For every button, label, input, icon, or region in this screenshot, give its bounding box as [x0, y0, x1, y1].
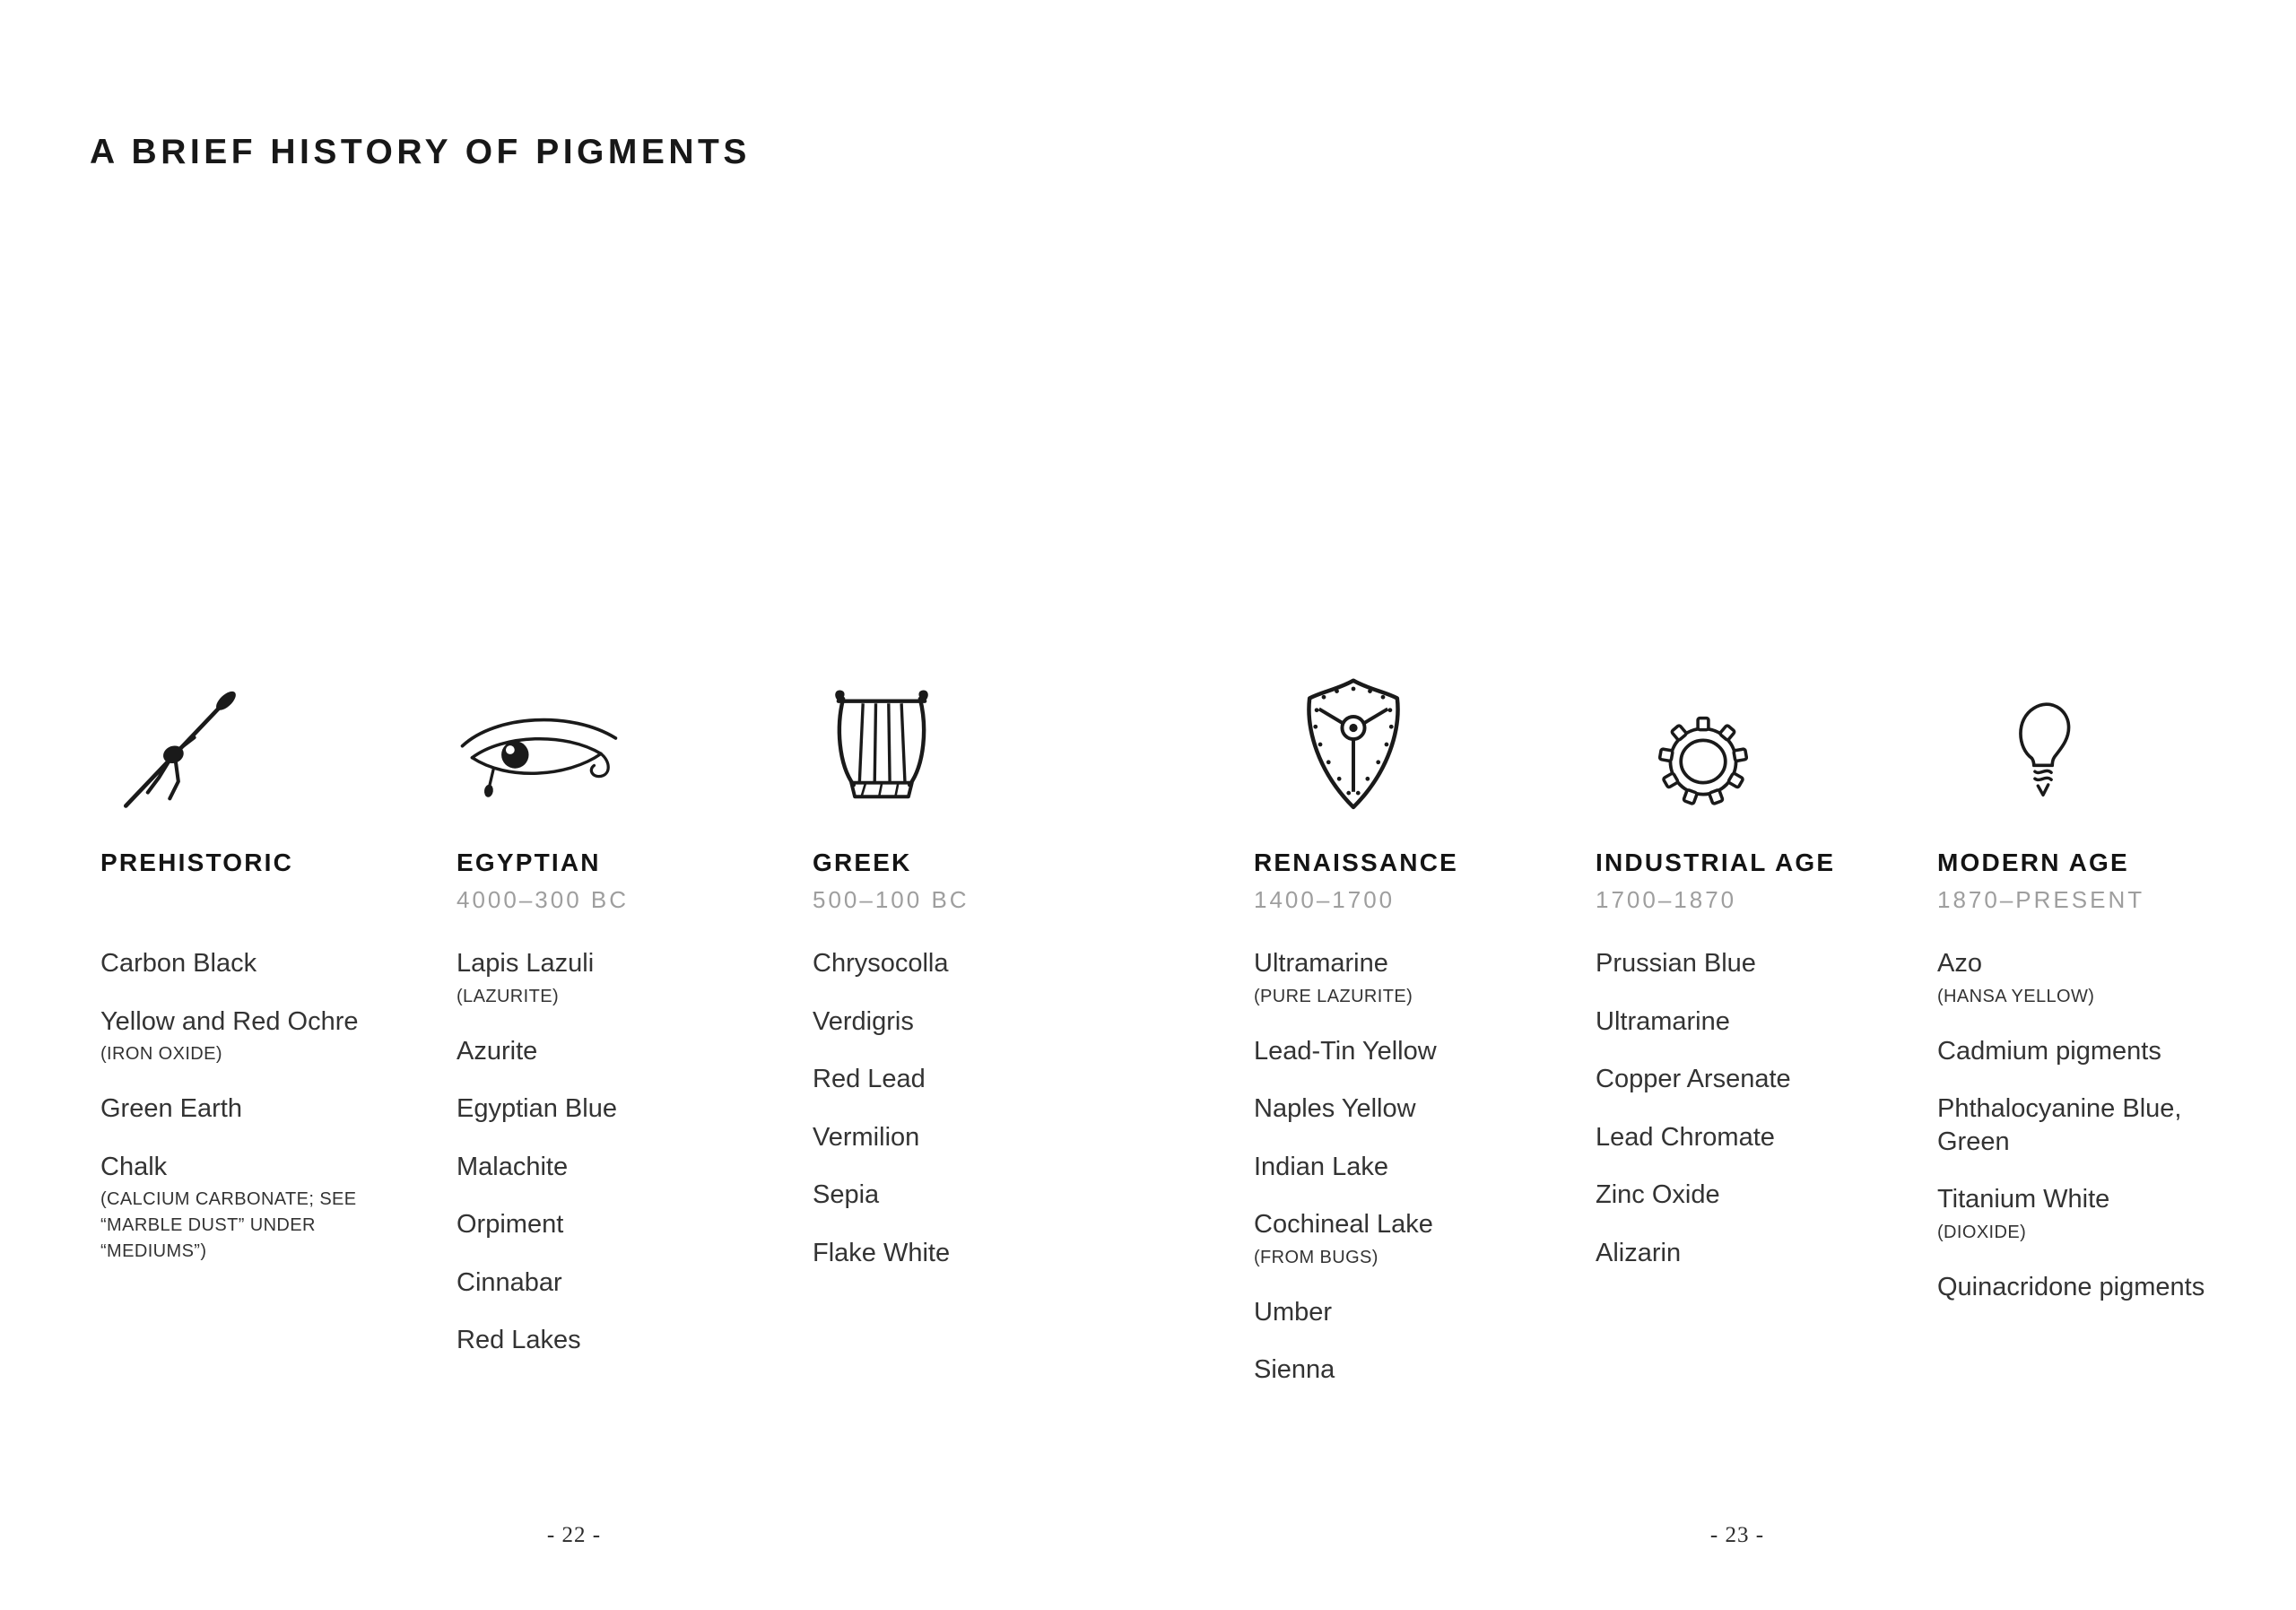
pigment-name: Titanium White — [1937, 1185, 2110, 1214]
era-dates: 500–100 BC — [813, 886, 970, 913]
pigment-name: Flake White — [813, 1238, 951, 1267]
list-item — [1596, 1005, 1927, 1039]
list-item — [457, 1324, 797, 1357]
pigment-name: Lead-Tin Yellow — [1254, 1036, 1437, 1066]
era-title: EGYPTIAN — [457, 849, 601, 876]
list-item — [813, 1063, 1171, 1096]
pigment-name: Carbon Black — [100, 949, 257, 978]
list-item — [1254, 1092, 1586, 1126]
pigment-list — [813, 947, 1171, 1269]
pigment-name: Ultramarine — [1254, 949, 1388, 978]
pigment-name: Indian Lake — [1254, 1152, 1388, 1181]
pigment-name: Cinnabar — [457, 1267, 562, 1297]
era-column-prehistoric — [100, 653, 450, 1290]
pigment-name: Azo — [1937, 949, 1982, 978]
lightbulb-icon — [1937, 653, 2238, 814]
list-item — [813, 1237, 1171, 1270]
list-item — [813, 1121, 1171, 1154]
pigment-name: Cochineal Lake — [1254, 1210, 1433, 1240]
shield-icon — [1254, 653, 1586, 814]
cave-hunter-icon — [100, 653, 450, 814]
list-item — [100, 947, 450, 980]
list-item — [813, 947, 1171, 980]
pigment-note: (HANSA YELLOW) — [1937, 986, 2095, 1006]
list-item — [1937, 1092, 2238, 1158]
pigment-note: (DIOXIDE) — [1937, 1222, 2027, 1242]
list-item — [1596, 1179, 1927, 1212]
pigment-note: (IRON OXIDE) — [100, 1044, 222, 1065]
list-item — [1937, 947, 2238, 1010]
list-item — [1596, 1121, 1927, 1154]
list-item — [100, 1151, 450, 1266]
era-column-renaissance — [1254, 653, 1586, 1412]
list-item — [1937, 1183, 2238, 1246]
pigment-name: Cadmium pigments — [1937, 1036, 2161, 1066]
page-number-right: - 23 - — [1709, 1523, 1765, 1547]
pigment-name: Azurite — [457, 1036, 538, 1066]
list-item — [1596, 1237, 1927, 1270]
list-item — [1254, 1208, 1586, 1271]
pigment-name: Lapis Lazuli — [457, 949, 595, 978]
list-item — [813, 1179, 1171, 1212]
list-item — [457, 1208, 797, 1241]
pigment-note: (CALCIUM CARBONATE; SEE “MARBLE DUST” UNDER “MEDIUMS”) — [100, 1189, 357, 1262]
era-column-industrial-age — [1596, 653, 1927, 1294]
list-item — [1937, 1271, 2238, 1304]
pigment-list — [457, 947, 797, 1357]
era-title: PREHISTORIC — [100, 849, 294, 876]
era-dates: 4000–300 BC — [457, 886, 630, 913]
pigment-note: (PURE LAZURITE) — [1254, 986, 1413, 1006]
era-title: MODERN AGE — [1937, 849, 2129, 876]
pigment-list — [1254, 947, 1586, 1387]
pigment-name: Red Lakes — [457, 1326, 581, 1355]
pigment-name: Chrysocolla — [813, 949, 949, 978]
pigment-name: Yellow and Red Ochre — [100, 1006, 359, 1036]
pigment-list — [100, 947, 450, 1265]
pigment-name: Lead Chromate — [1596, 1122, 1775, 1152]
pigment-name: Sepia — [813, 1180, 880, 1210]
page-number-left: - 22 - — [546, 1523, 602, 1547]
list-item — [1254, 947, 1586, 1010]
pigment-name: Umber — [1254, 1297, 1333, 1327]
list-item — [1254, 1296, 1586, 1329]
pigment-name: Prussian Blue — [1596, 949, 1756, 978]
pigment-name: Malachite — [457, 1152, 569, 1181]
pigment-name: Copper Arsenate — [1596, 1065, 1791, 1094]
pigment-name: Egyptian Blue — [457, 1094, 617, 1124]
era-dates: 1700–1870 — [1596, 886, 1737, 913]
pigment-name: Chalk — [100, 1152, 168, 1181]
list-item — [100, 1092, 450, 1126]
list-item — [1254, 1151, 1586, 1184]
pigment-name: Zinc Oxide — [1596, 1180, 1720, 1210]
list-item — [457, 1035, 797, 1068]
pigment-name: Ultramarine — [1596, 1006, 1730, 1036]
list-item — [457, 1092, 797, 1126]
era-dates — [100, 886, 450, 917]
list-item — [813, 1005, 1171, 1039]
pigment-list — [1937, 947, 2238, 1303]
pigment-name: Vermilion — [813, 1122, 920, 1152]
eye-of-horus-icon — [457, 653, 797, 814]
gear-icon — [1596, 653, 1927, 814]
era-dates: 1870–PRESENT — [1937, 886, 2145, 913]
list-item — [457, 1266, 797, 1300]
pigment-name: Verdigris — [813, 1006, 914, 1036]
pigment-note: (LAZURITE) — [457, 986, 559, 1006]
pigment-name: Naples Yellow — [1254, 1094, 1416, 1124]
era-dates: 1400–1700 — [1254, 886, 1396, 913]
list-item — [1937, 1035, 2238, 1068]
pigment-name: Red Lead — [813, 1065, 926, 1094]
list-item — [1596, 1063, 1927, 1096]
list-item — [457, 947, 797, 1010]
list-item — [1254, 1035, 1586, 1068]
list-item — [457, 1151, 797, 1184]
era-title: RENAISSANCE — [1254, 849, 1459, 876]
pigment-name: Alizarin — [1596, 1238, 1682, 1267]
list-item — [100, 1005, 450, 1068]
list-item — [1596, 947, 1927, 980]
pigment-name: Green Earth — [100, 1094, 242, 1124]
era-column-greek — [813, 653, 1171, 1294]
era-column-egyptian — [457, 653, 797, 1382]
pigment-name: Phthalocyanine Blue, Green — [1937, 1094, 2182, 1156]
pigment-name: Quinacridone pigments — [1937, 1272, 2205, 1301]
pigment-list — [1596, 947, 1927, 1269]
page-title: A BRIEF HISTORY OF PIGMENTS — [90, 133, 751, 171]
list-item — [1254, 1353, 1586, 1387]
pigment-name: Sienna — [1254, 1355, 1335, 1385]
pigment-note: (FROM BUGS) — [1254, 1247, 1378, 1267]
lyre-icon — [813, 653, 1171, 814]
era-column-modern-age — [1937, 653, 2238, 1328]
era-title: INDUSTRIAL AGE — [1596, 849, 1836, 876]
era-title: GREEK — [813, 849, 912, 876]
pigment-name: Orpiment — [457, 1210, 564, 1240]
